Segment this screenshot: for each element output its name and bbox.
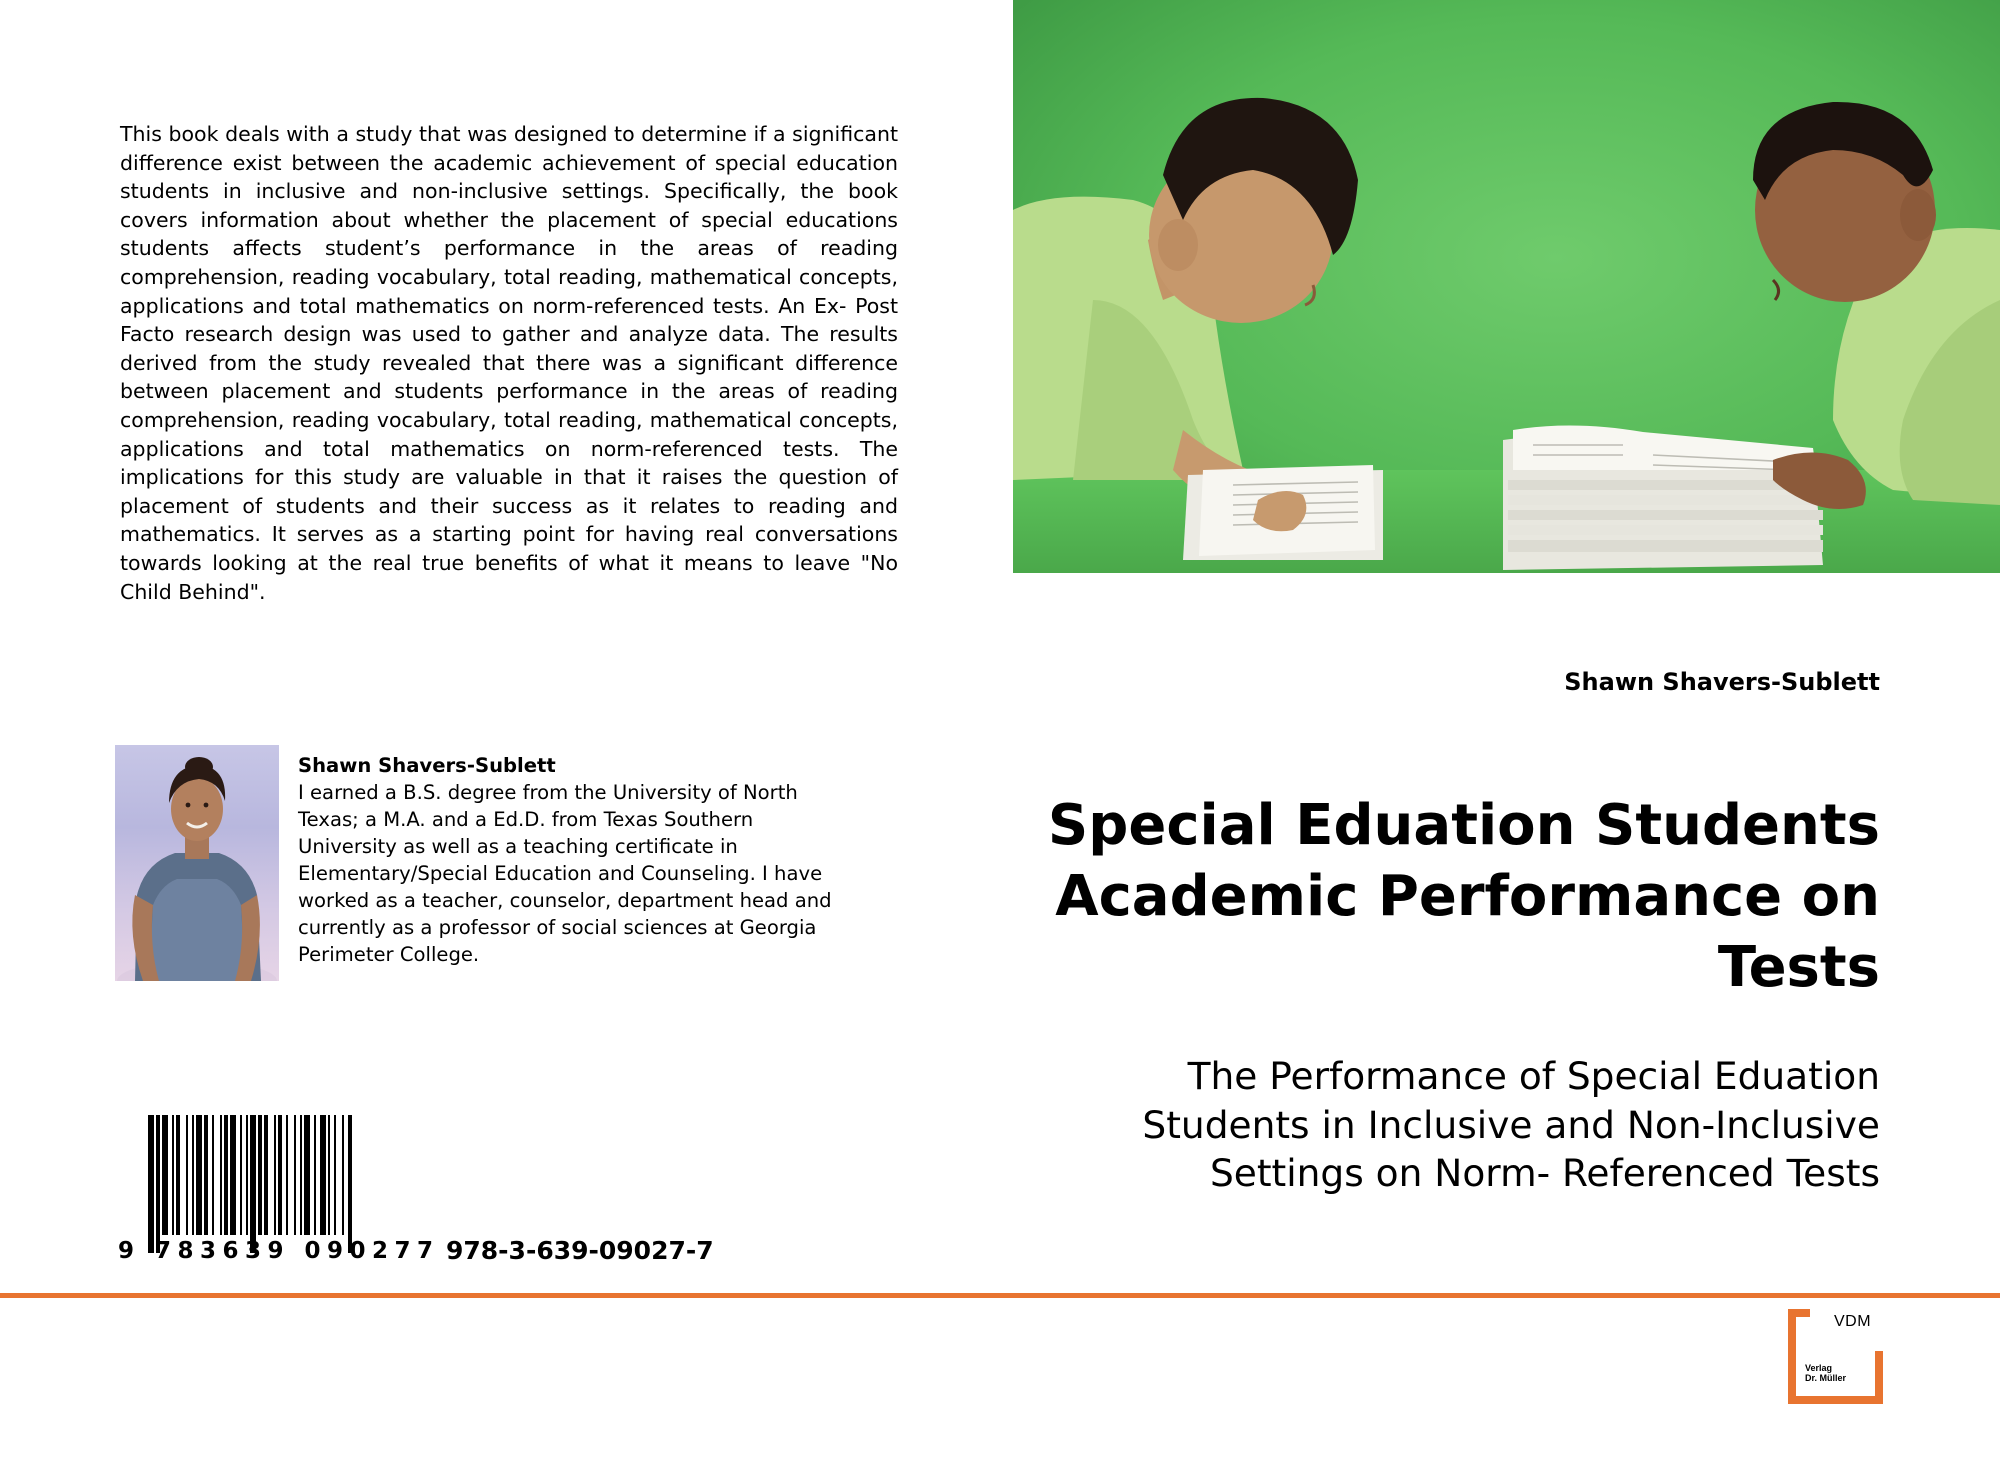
author-name: Shawn Shavers-Sublett bbox=[298, 754, 556, 777]
logo-vdm-text: VDM bbox=[1834, 1313, 1872, 1330]
author-bio bbox=[298, 752, 858, 968]
book-subtitle: The Performance of Special Eduation Students in Inclusive and Non-Inclusive Settings on Norm- Referenced Tests bbox=[1142, 1054, 1880, 1195]
barcode-digits: 9 783639 090277 bbox=[118, 1238, 440, 1264]
back-cover bbox=[0, 0, 1000, 1290]
author-bio-text: I earned a B.S. degree from the University of North Texas; a M.A. and a Ed.D. from Texas Southern University as well as a teaching certificate in Elementary/Special Education and Counseling. I have worked as a teacher, counselor, department head and currently as a professor of social sciences at Georgia Perimeter College. bbox=[298, 781, 832, 966]
author-portrait-photo bbox=[115, 745, 279, 981]
vdm-logo bbox=[1788, 1309, 1883, 1404]
isbn-number: 978-3-639-09027-7 bbox=[446, 1236, 714, 1265]
front-author-name: Shawn Shavers-Sublett bbox=[1564, 668, 1880, 696]
book-blurb: This book deals with a study that was designed to determine if a significant difference exist between the academic achievement of special education students in inclusive and non-inclusive settings. Specifically, the book covers information about whether the placement of special educations students affects student’s performance in the areas of reading comprehension, reading vocabulary, total reading, mathematical concepts, applications and total mathematics on norm-referenced tests. An Ex- Post Facto research design was used to gather and analyze data. The results derived from the study revealed that there was a significant difference between placement and students performance in the areas of reading comprehension, reading vocabulary, total reading, mathematical concepts, applications and total mathematics on norm-referenced tests. The implications for this study are valuable in that it raises the question of placement of students and their success as it relates to reading and mathematics. It serves as a starting point for having real conversations towards looking at the real true benefits of what it means to leave "No Child Behind". bbox=[120, 122, 898, 604]
orange-divider bbox=[0, 1293, 2000, 1298]
logo-verlag-text: Verlag Dr. Müller bbox=[1805, 1363, 1847, 1383]
two-boys-reading-books-photo bbox=[1013, 0, 2000, 573]
book-title: Special Eduation Students Academic Performance on Tests bbox=[1047, 793, 1880, 1000]
